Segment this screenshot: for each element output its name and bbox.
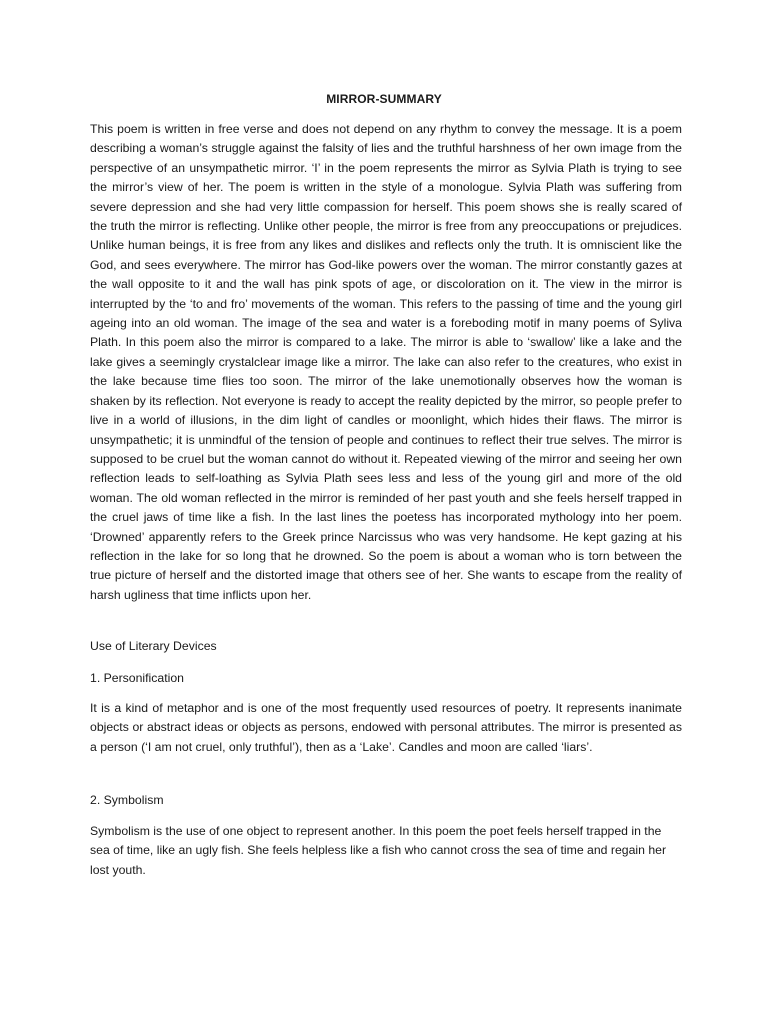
literary-devices-heading: Use of Literary Devices bbox=[90, 639, 217, 653]
summary-paragraph: This poem is written in free verse and does not depend on any rhythm to convey the message. It is a poem describing a woman’s struggle against the falsity of lies and the truthful harshness of her own image from the perspective of an unsympathetic mirror. ‘I’ in the poem represents the mirror as Sylvia Plath is trying to see the mirror’s view of her. The poem is written in the style of a monologue. Sylvia Plath was suffering from severe depression and she had very little compassion for herself. This poem shows she is really scared of the truth the mirror is reflecting. Unlike other people, the mirror is free from any preoccupations or prejudices. Unlike human beings, it is free from any likes and dislikes and reflects only the truth. It is omniscient like the God, and sees everywhere. The mirror has God-like powers over the woman. The mirror constantly gazes at the wall opposite to it and the wall has pink spots of age, or discoloration on it. The view in the mirror is interrupted by the ‘to and fro’ movements of the woman. This refers to the passing of time and the young girl ageing into an old woman. The image of the sea and water is a foreboding motif in many poems of Syliva Plath. In this poem also the mirror is compared to a lake. The mirror is able to ‘swallow’ like a lake and the lake gives a seemingly crystalclear image like a mirror. The lake can also refer to the creatures, who exist in the lake because time flies too soon. The mirror of the lake unemotionally observes how the woman is shaken by its reflection. Not everyone is ready to accept the reality depicted by the mirror, so people prefer to live in a world of illusions, in the dim light of candles or moonlight, which hides their flaws. The mirror is unsympathetic; it is unmindful of the tension of people and continues to reflect their true selves. The mirror is supposed to be cruel but the woman cannot do without it. Repeated viewing of the mirror and seeing her own reflection leads to self-loathing as Sylvia Plath sees less and less of the young girl and more of the old woman. The old woman reflected in the mirror is reminded of her past youth and she feels herself trapped in the cruel jaws of time like a fish. In the last lines the poetess has incorporated mythology into her poem. ‘Drowned’ apparently refers to the Greek prince Narcissus who was very handsome. He kept gazing at his reflection in the lake for so long that he drowned. So the poem is about a woman who is torn between the true picture of herself and the distorted image that others see of her. She wants to escape from the reality of harsh ugliness that time inflicts upon her. bbox=[90, 122, 682, 602]
symbolism-heading: 2. Symbolism bbox=[90, 793, 164, 807]
document-title: MIRROR-SUMMARY bbox=[326, 92, 442, 106]
personification-paragraph: It is a kind of metaphor and is one of the most frequently used resources of poetry. It represents inanimate objects or abstract ideas or objects as persons, endowed with personal attributes. The mirror is presented as a person (‘I am not cruel, only truthful’), then as a ‘Lake’. Candles and moon are called ‘liars’. bbox=[90, 701, 682, 754]
symbolism-paragraph: Symbolism is the use of one object to represent another. In this poem the poet feels herself trapped in the sea of time, like an ugly fish. She feels helpless like a fish who cannot cross the sea of time and regain her lost youth. bbox=[90, 824, 667, 877]
personification-heading: 1. Personification bbox=[90, 671, 184, 685]
